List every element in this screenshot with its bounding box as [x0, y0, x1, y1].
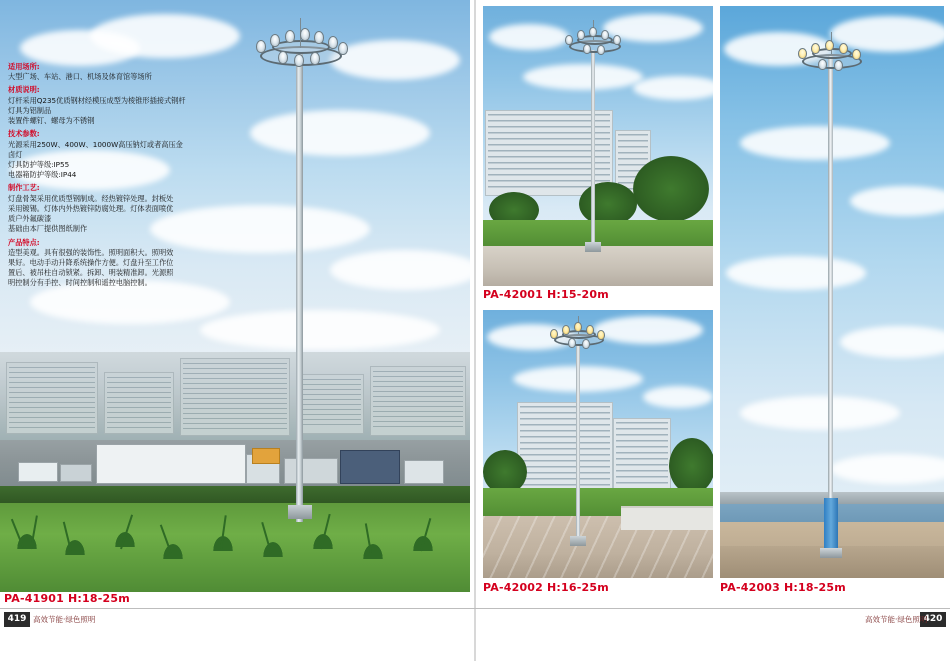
retaining-wall: [621, 506, 713, 530]
foreground-lawn: [0, 503, 470, 592]
page-number-right: 420: [920, 612, 946, 627]
spec-heading-2: 技术参数:: [8, 129, 40, 139]
product-caption-42003: PA-42003 H:18-25m: [720, 581, 846, 594]
spec-line-2-1: 卤灯: [8, 149, 23, 159]
product-caption-41901: PA-41901 H:18-25m: [4, 592, 130, 605]
roadway: [0, 440, 470, 492]
pole-base: [820, 548, 842, 558]
high-mast-pole: [591, 50, 595, 250]
high-mast-pole: [828, 56, 833, 498]
footer-slogan-right: 高效节能·绿色照明: [865, 615, 928, 624]
page-number-left: 419: [4, 612, 30, 627]
product-caption-42001: PA-42001 H:15-20m: [483, 288, 609, 301]
spec-line-4-2: 置后、被吊柱自动锁紧。拆卸、明装精准卸。光源照: [8, 268, 174, 278]
lamp-head-assembly: [252, 18, 350, 70]
high-mast-pole: [576, 344, 580, 544]
pole-base-blue: [824, 498, 838, 550]
spec-line-1-2: 装置件螺钉、螺母为不锈钢: [8, 116, 95, 126]
lamp-head-assembly: [549, 316, 609, 350]
spec-line-1-1: 灯具为铝制品: [8, 105, 52, 115]
product-photo-42002: [483, 310, 713, 578]
lamp-head-assembly: [563, 20, 625, 56]
specification-text: [8, 62, 186, 289]
spec-line-3-3: 基础由本厂提供图纸制作: [8, 224, 88, 234]
spec-line-4-3: 明控制分有手控、时间控制和遥控电脑控制。: [8, 278, 152, 288]
high-mast-pole: [296, 52, 303, 522]
spec-line-0-0: 大型广场、车站、港口、机场及体育馆等场所: [8, 72, 152, 82]
product-photo-42001: [483, 6, 713, 286]
product-caption-42002: PA-42002 H:16-25m: [483, 581, 609, 594]
background-buildings: [0, 352, 470, 444]
spec-heading-0: 适用场所:: [8, 62, 40, 71]
spec-line-4-1: 果好。电动手动升降系统操作方便。灯盘升至工作位: [8, 257, 174, 267]
pole-base: [288, 505, 312, 519]
left-page: [0, 0, 474, 661]
spec-line-3-1: 采用镀锡。灯体内外热镀锌防腐处理。灯体表面喷优: [8, 203, 174, 213]
spec-heading-3: 制作工艺:: [8, 183, 40, 193]
spec-line-2-2: 灯具防护等级:IP55: [8, 159, 70, 169]
spec-line-3-0: 灯盘骨架采用优质型钢制成。经热镀锌处理。封板处: [8, 193, 174, 203]
spec-line-3-2: 质户外氟碳漆: [8, 214, 52, 224]
spec-line-1-0: 灯杆采用Q235优质钢材经模压成型为棱锥形插接式钢杆: [8, 95, 186, 105]
spec-heading-1: 材质说明:: [8, 85, 40, 95]
lamp-head-assembly: [796, 32, 868, 74]
spec-heading-4: 产品特点:: [8, 237, 40, 247]
spec-line-2-0: 光源采用250W、400W、1000W高压钠灯或者高压金: [8, 139, 183, 149]
footer-slogan-left: 高效节能·绿色照明: [33, 615, 96, 624]
pole-base: [585, 242, 601, 252]
product-photo-42003: [720, 6, 944, 578]
pole-base: [570, 536, 586, 546]
spec-line-2-3: 电器箱防护等级:IP44: [8, 170, 77, 180]
spec-line-4-0: 造型美观。具有很强的装饰性。照明面积大。照明效: [8, 247, 174, 257]
footer-divider: [0, 608, 950, 609]
page-spine-divider: [474, 0, 476, 661]
